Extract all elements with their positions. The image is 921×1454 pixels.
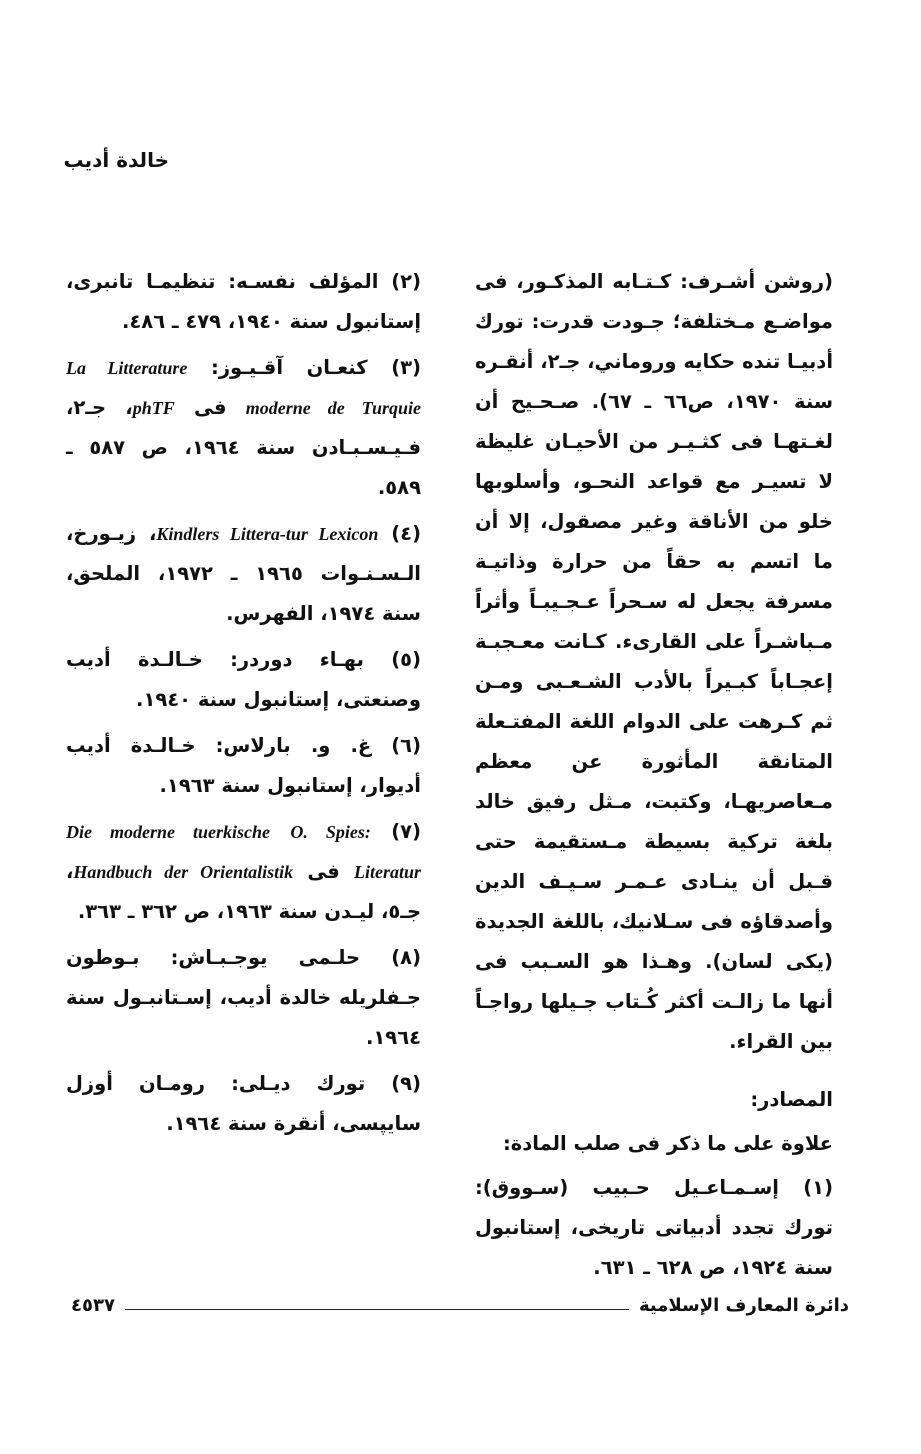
ref-3-lead: (٣) كنعـان آقـيـوز:: [211, 356, 421, 379]
publication-name: دائرة المعارف الإسلامية: [638, 1294, 849, 1316]
ref-7-lead: (٧): [391, 820, 421, 843]
source-entry-9: (٩) تورك ديـلى: رومـان أوزل سايپسى، أنقرة سنة ١٩٦٤.: [66, 1072, 421, 1135]
source-entry-1: (١) إسـمـاعـيل حـبيب (سـووق): تورك تجدد أدبياتى تاريخى، إستانبول سنة ١٩٢٤، ص ٦٢٨ ـ ٦٣١.: [475, 1176, 833, 1279]
ref-7-mid: فى: [307, 860, 340, 883]
footer-rule: [125, 1309, 629, 1310]
source-entry-4: [66, 514, 421, 634]
source-entry-7: [66, 812, 421, 932]
source-entry-8: (٨) حلـمى يوجـبـاش: بـوطون جـفلريله خالدة أديب، إسـتانبـول سنة ١٩٦٤.: [66, 946, 421, 1049]
ref-3-title-part1: La Litterature moderne de Turquie: [66, 358, 422, 418]
ref-3-mid: فى: [194, 396, 227, 419]
right-column: [475, 262, 833, 1288]
ref-4-rest: ، زيـورخ، الـسـنـوات ١٩٦٥ ـ ١٩٧٢، الملحق، سنة ١٩٧٤، الفهرس.: [66, 522, 421, 625]
sources-intro: علاوة على ما ذكر فى صلب المادة:: [502, 1132, 833, 1155]
ref-3-title-part2: phTF: [132, 398, 175, 418]
ref-3-rest: ، جـ٢، فـيـسـبـادن سنة ١٩٦٤، ص ٥٨٧ ـ ٥٨٩.: [66, 396, 421, 499]
source-entry-3: [66, 348, 421, 508]
left-column: [66, 262, 421, 1150]
body-paragraph: (روشن أشـرف: كـتـابه المذكـور، فى مواضـع مـختلفة؛ جـودت قدرت: تورك أدبيـا تنده حكايه وروماني، جـ٢، أنقـره سنة ١٩٧٠، ص٦٦ ـ ٦٧). صـحـيح أن لغـتهـا فى كثـيـر من الأحيـان غليظة لا تسيـر مع قواعد النحـو، وأسلوبها خلو من الأناقة وغير مصقول، إلا أن ما اتسم به حقاً من حرارة وذاتيـة مسرفة يجعل له سـحراً عـجـيبـاً وأثراً مـباشـراً على القارىء. كـانت معـجبـة إعجـاباً كبـيراً بالأدب الشـعـبى ومـن ثم كـرهت على الدوام اللغة المفتـعلة المتانقة المأثورة عن معظم مـعاصريهـا، وكتبت، مـثل رفيق خالد بلغة تركية بسيطة مـستقيمة حتى قـبل أن ينـادى عـمـر سـيـف الدين وأصدقاؤه فى سـلانيك، باللغة الجديدة (يكى لسان). وهـذا هو السـبب فى أنها ما زالـت أكثر كُـتاب جـيلها رواجـاً بين القراء.: [475, 270, 833, 1053]
sources-heading: المصادر:: [750, 1088, 833, 1111]
page-number: ٤٥٣٧: [71, 1294, 115, 1316]
ref-4-lead: (٤): [391, 522, 421, 545]
page-footer: [71, 1290, 849, 1320]
ref-7-title-part2: Handbuch der Orientalistik: [73, 862, 294, 882]
source-entry-2: (٢) المؤلف نفسـه: تنظيمـا تانبرى، إستانبول سنة ١٩٤٠، ٤٧٩ ـ ٤٨٦.: [66, 270, 421, 333]
ref-7-rest: ، جـ٥، ليـدن سنة ١٩٦٣، ص ٣٦٢ ـ ٣٦٣.: [66, 860, 421, 923]
ref-4-title: Kindlers Littera-tur Lexicon: [156, 524, 379, 544]
ref-7-title-part1: Die moderne tuerkische Literatur: [66, 822, 421, 882]
ref-7-author: O. Spies:: [290, 822, 371, 842]
source-entry-6: (٦) غ. و. بارلاس: خـالـدة أديب أديوار، إستانبول سنة ١٩٦٣.: [66, 734, 421, 797]
source-entry-5: (٥) بهـاء دوردر: خـالـدة أديب وصنعتى، إستانبول سنة ١٩٤٠.: [66, 648, 421, 711]
running-header: خالدة أديب: [63, 148, 169, 172]
